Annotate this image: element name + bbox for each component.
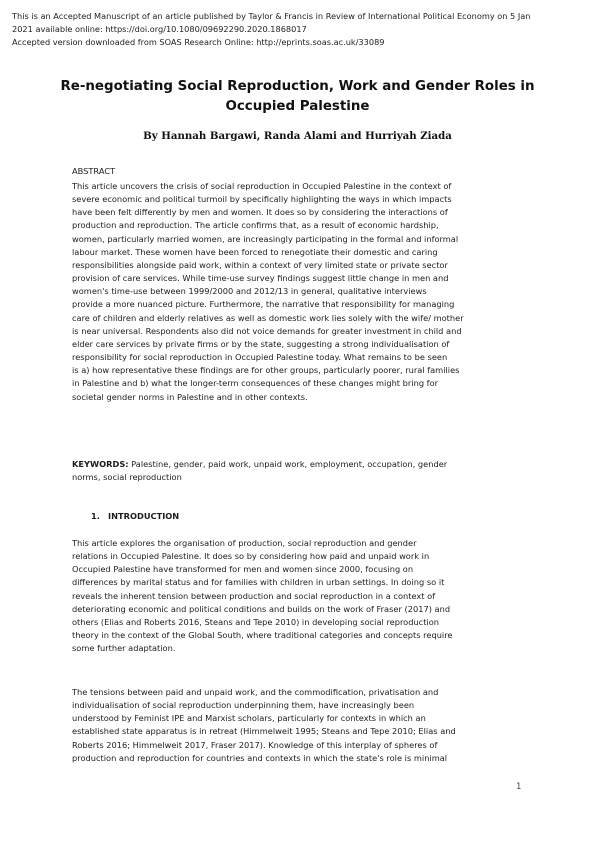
abstract-line: elder care services by private firms or by the state, suggesting a strong individualisation of — [72, 338, 450, 349]
paragraph-line: This article explores the organisation of production, social reproduction and gender — [72, 538, 417, 548]
abstract-line: severe economic and political turmoil by specifically highlighting the ways in which impacts — [72, 194, 452, 205]
paragraph-line: deteriorating economic and political conditions and builds on the work of Fraser (2017) and — [72, 603, 451, 614]
abstract-line: responsibility for social reproduction in Occupied Palestine today. What remains to be seen — [72, 352, 448, 363]
title-line: Occupied Palestine — [225, 99, 370, 114]
abstract-line: care of children and elderly relatives as well as domestic work lies solely with the wife/ mother — [72, 312, 464, 323]
abstract-line: in Palestine and b) what the longer-term consequences of these changes might bring for — [72, 378, 439, 389]
author-line: By Hannah Bargawi, Randa Alami and Hurriyah Ziada — [143, 130, 452, 142]
keywords-label: KEYWORDS: — [72, 459, 129, 469]
keywords — [72, 458, 526, 484]
paragraph-line: some further adaptation. — [72, 643, 176, 654]
abstract-line: women's time-use between 1999/2000 and 2012/13 in general, qualitative interviews — [72, 286, 427, 297]
paragraph-line: established state apparatus is in retreat (Himmelweit 1995; Steans and Tepe 2010; Elias and — [72, 726, 456, 737]
abstract-heading: ABSTRACT — [72, 166, 116, 176]
abstract-line: labour market. These women have been forced to renegotiate their domestic and caring — [72, 246, 438, 257]
paragraph-line: individualisation of social reproduction underpinning them, have increasingly been — [72, 700, 415, 711]
paragraph-line: production and reproduction for countries and contexts in which the state's role is minimal — [72, 752, 448, 763]
keywords-list: Palestine, gender, paid work, unpaid work, employment, occupation, gender — [128, 459, 448, 469]
abstract-line: women, particularly married women, are increasingly participating in the formal and informal — [72, 233, 459, 244]
abstract-line: is a) how representative these findings are for other groups, particularly poorer, rural families — [72, 365, 460, 376]
section-title: INTRODUCTION — [108, 511, 180, 521]
abstract-line: have been felt differently by men and women. It does so by considering the interactions of — [72, 207, 448, 218]
abstract-line: production and reproduction. The article confirms that, as a result of economic hardship, — [72, 220, 439, 231]
notice-line: 2021 available online: https://doi.org/10.1080/09692290.2020.1868017 — [12, 24, 307, 34]
abstract-text — [72, 180, 526, 404]
abstract-line: This article uncovers the crisis of social reproduction in Occupied Palestine in the context of — [72, 181, 452, 191]
keywords-line — [72, 458, 526, 471]
intro-paragraph — [72, 537, 526, 655]
abstract-line: responsibilities alongside paid work, within a context of very limited state or private sector — [72, 259, 448, 270]
section-heading — [91, 511, 179, 521]
notice-line: Accepted version downloaded from SOAS Research Online: http://eprints.soas.ac.uk/33089 — [12, 37, 385, 47]
paragraph-line: theory in the context of the Global South, where traditional categories and concepts require — [72, 630, 453, 641]
notice-line: This is an Accepted Manuscript of an article published by Taylor & Francis in Review of International Political Economy on 5 Jan — [12, 11, 531, 21]
intro-paragraph — [72, 686, 526, 765]
paragraph-line: understood by Feminist IPE and Marxist scholars, particularly for contexts in which an — [72, 713, 426, 724]
abstract-line: provide a more nuanced picture. Furthermore, the narrative that responsibility for managing — [72, 299, 455, 310]
page-number: 1 — [516, 782, 522, 792]
paragraph-line: reveals the inherent tension between production and social reproduction in a context of — [72, 590, 436, 601]
paragraph-line: Roberts 2016; Himmelweit 2017, Fraser 2017). Knowledge of this interplay of spheres of — [72, 739, 438, 750]
paragraph-line: The tensions between paid and unpaid work, and the commodification, privatisation and — [72, 687, 439, 697]
abstract-line: societal gender norms in Palestine and in other contexts. — [72, 391, 308, 402]
paragraph-line: others (Elias and Roberts 2016, Steans and Tepe 2010) in developing social reproduction — [72, 616, 440, 627]
paragraph-line: Occupied Palestine have transformed for men and women since 2000, focusing on — [72, 564, 414, 575]
paper-title — [40, 77, 555, 117]
keywords-line: norms, social reproduction — [72, 472, 182, 483]
paragraph-line: relations in Occupied Palestine. It does so by considering how paid and unpaid work in — [72, 551, 430, 562]
manuscript-notice — [12, 10, 590, 49]
abstract-line: provision of care services. While time-use survey findings suggest little change in men and — [72, 273, 449, 284]
title-line: Re-negotiating Social Reproduction, Work and Gender Roles in — [60, 79, 535, 94]
section-number: 1. — [91, 511, 100, 521]
abstract-line: is near universal. Respondents also did not voice demands for greater investment in child and — [72, 325, 462, 336]
paragraph-line: differences by marital status and for families with children in urban settings. In doing so it — [72, 577, 445, 588]
